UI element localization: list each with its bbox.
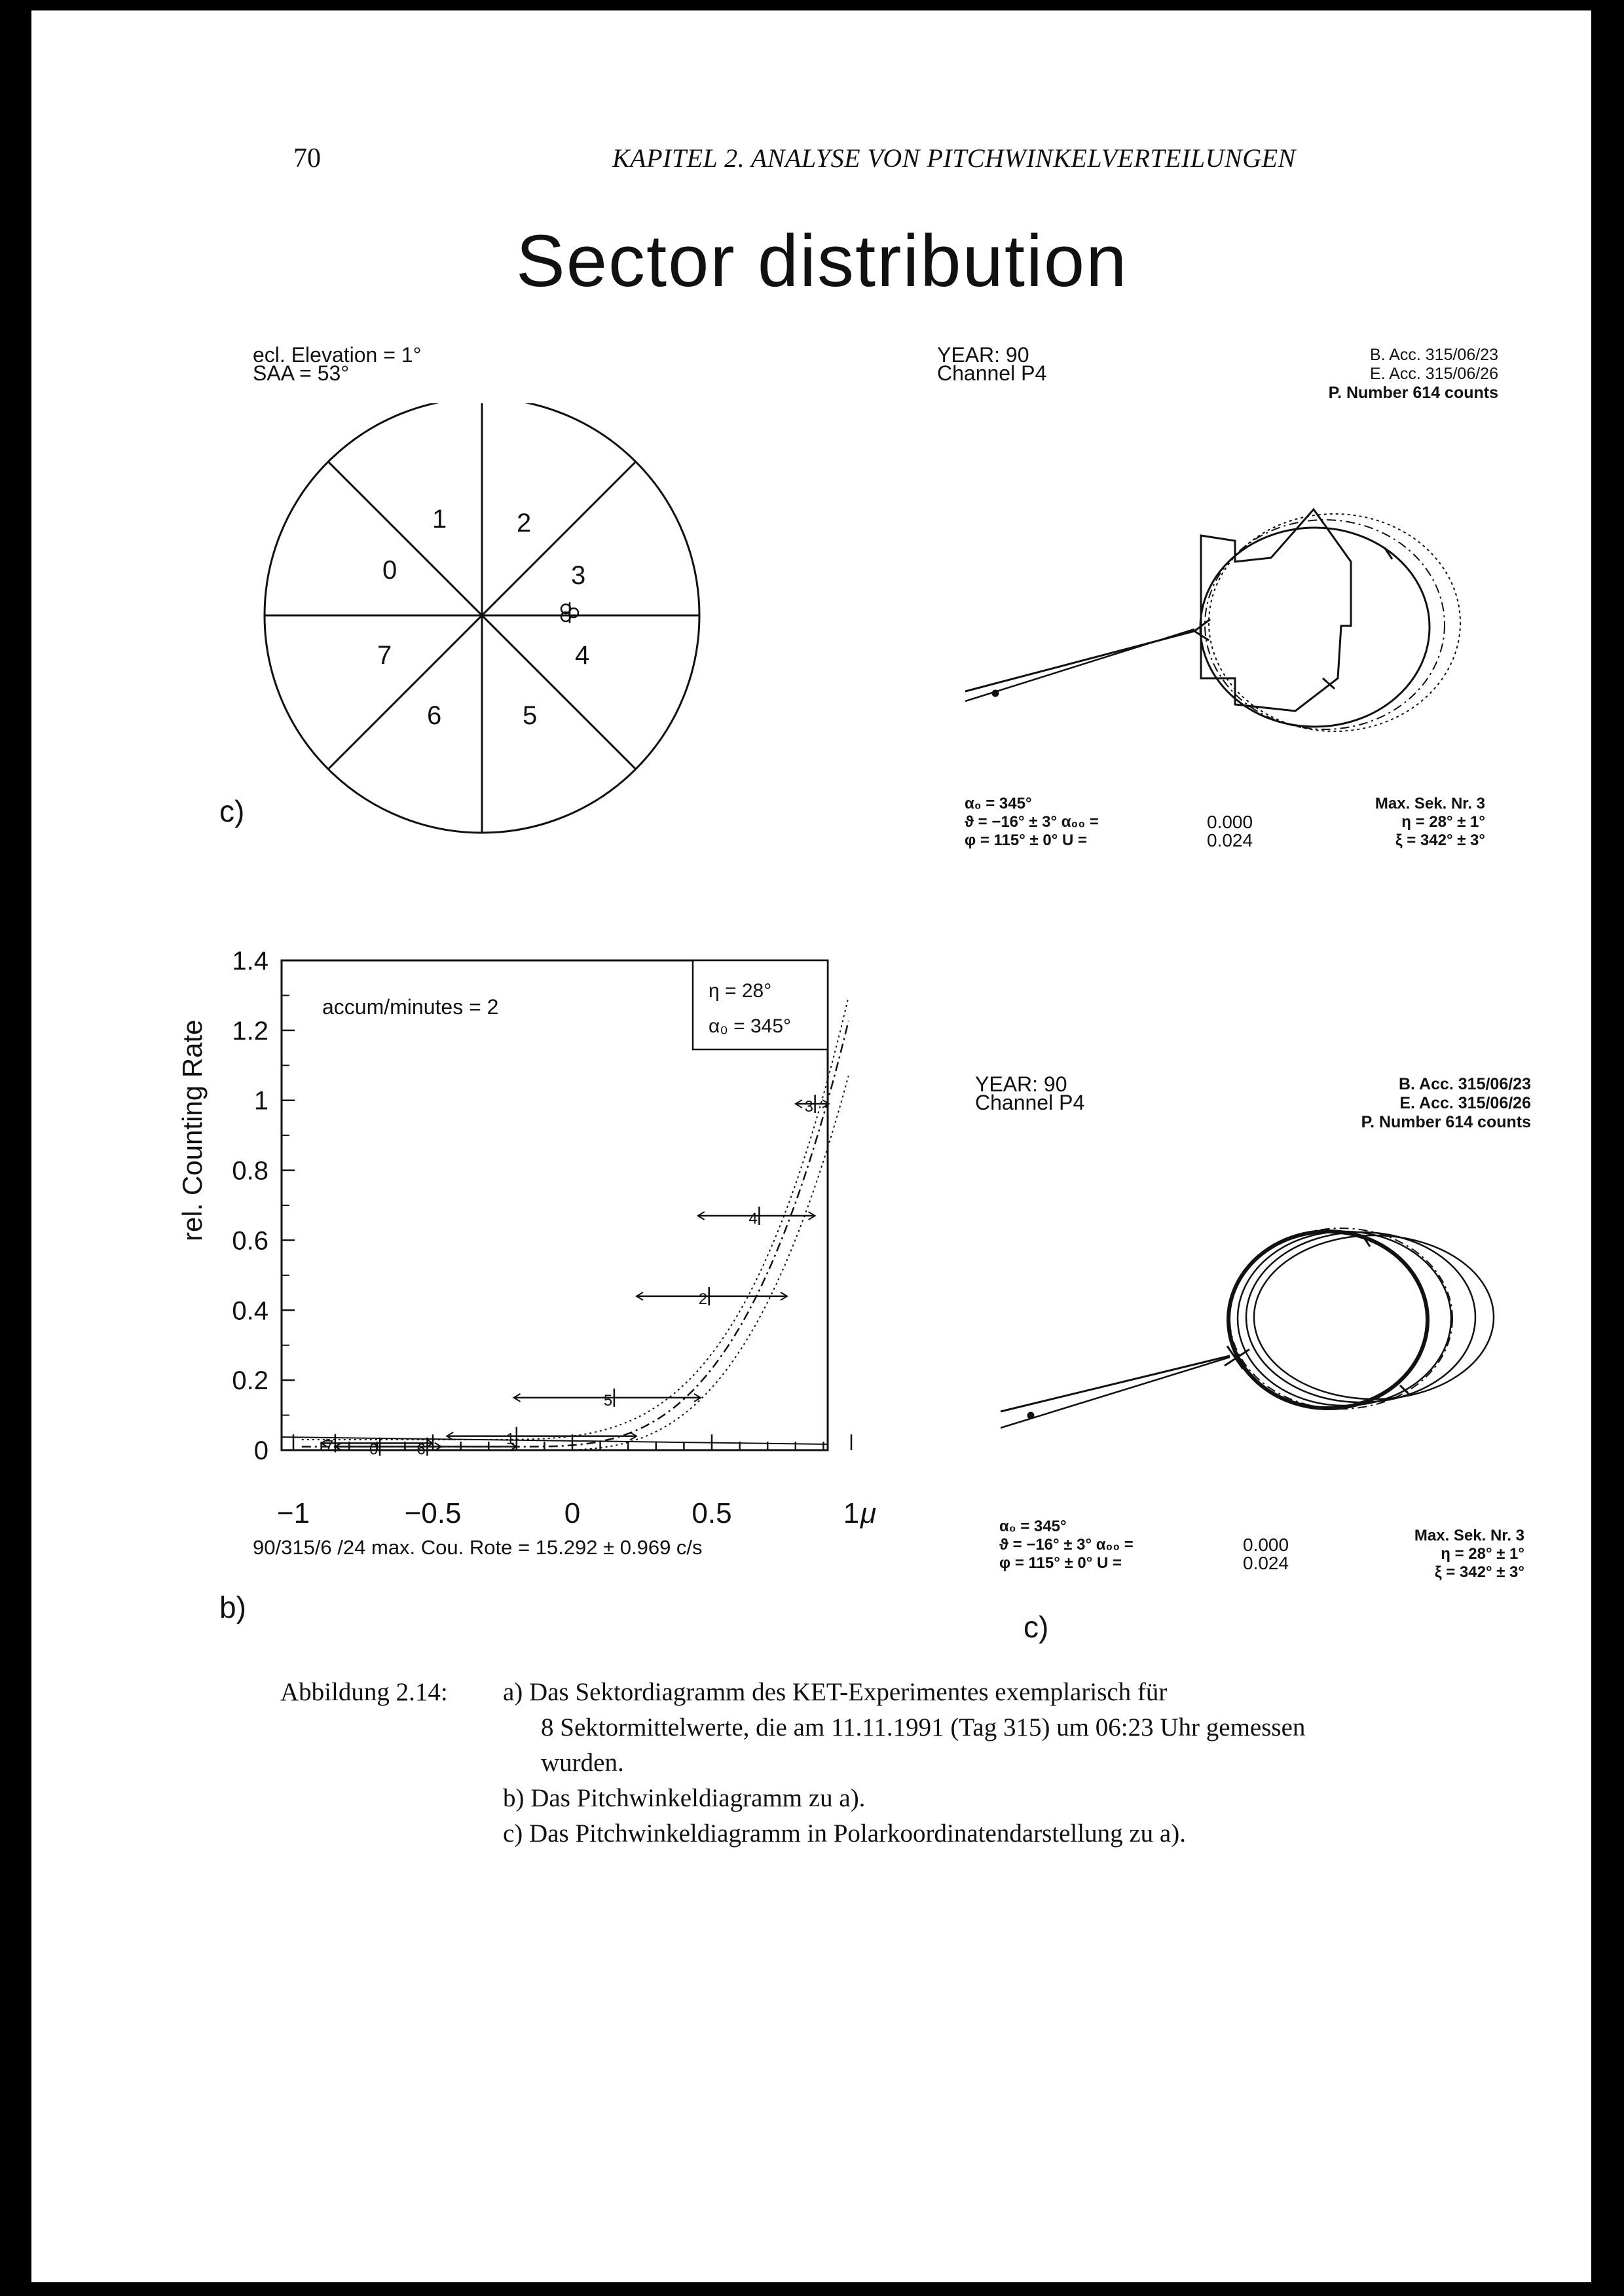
caption-line-b: b) Das Pitchwinkeldiagramm zu a).	[503, 1784, 866, 1812]
fit-curve-upper	[302, 997, 849, 1440]
polar-plot-1	[929, 469, 1472, 750]
polar2-param-theta: ϑ = −16° ± 3° α₀₀ =	[999, 1536, 1134, 1554]
polar2-value-u: 0.024	[1243, 1553, 1289, 1573]
panel-label-chart: b)	[219, 1590, 246, 1624]
sector-label-2: 2	[517, 509, 532, 538]
point-label: 6	[416, 1440, 426, 1459]
point-label: 1	[506, 1430, 515, 1448]
sector-label-0: 0	[382, 556, 397, 585]
caption-label: Abbildung 2.14:	[280, 1678, 448, 1706]
chart-fit-curves	[302, 997, 849, 1450]
point-label: 4	[748, 1210, 758, 1228]
data-point-sector-4	[698, 1207, 815, 1228]
fit-curve-lower	[302, 1076, 849, 1450]
polar1-acc-end: E. Acc. 315/06/26	[1370, 365, 1498, 383]
caption-line-a-cont: 8 Sektormittelwerte, die am 11.11.1991 (Tag 315) um 06:23 Uhr gemessen	[541, 1713, 1306, 1741]
y-tick-label: 0	[253, 1436, 268, 1465]
y-tick-label: 0.2	[232, 1366, 268, 1396]
chart-legend-eta: η = 28°	[709, 980, 772, 1002]
x-tick-label: −0.5	[404, 1497, 462, 1529]
caption-line-c: c) Das Pitchwinkeldiagramm in Polarkoordinatendarstellung zu a).	[503, 1819, 1186, 1848]
polar1-param-phi: φ = 115° ± 0° U =	[965, 831, 1087, 849]
x-tick-label: −1	[276, 1497, 310, 1529]
sector-label-6: 6	[427, 701, 442, 730]
polar2-value-alpha00: 0.000	[1243, 1535, 1289, 1555]
panel-label-sector: c)	[219, 794, 245, 828]
chart-x-axis	[277, 1434, 859, 1529]
polar1-eta: η = 28° ± 1°	[1401, 813, 1485, 831]
polar1-value-u: 0.024	[1207, 830, 1253, 850]
y-tick-label: 0.4	[232, 1296, 268, 1326]
polar2-param-alpha: α₀ = 345°	[999, 1518, 1067, 1535]
polar2-max-sector: Max. Sek. Nr. 3	[1414, 1527, 1524, 1544]
chart-annotation: accum/minutes = 2	[322, 995, 499, 1019]
point-label: 7	[324, 1437, 334, 1455]
y-tick-label: 1	[253, 1086, 268, 1116]
polar2-year: YEAR: 90	[975, 1072, 1067, 1096]
running-title: KAPITEL 2. ANALYSE VON PITCHWINKELVERTEILUNGEN	[612, 143, 1296, 173]
sector-label-4: 4	[575, 641, 590, 670]
y-tick-label: 0.6	[232, 1226, 268, 1256]
polar2-param-phi: φ = 115° ± 0° U =	[999, 1554, 1122, 1572]
point-label: 5	[603, 1391, 613, 1410]
page-number: 70	[293, 143, 321, 173]
polar1-max-sector: Max. Sek. Nr. 3	[1375, 795, 1485, 812]
y-tick-label: 0.8	[232, 1156, 268, 1186]
polar1-year: YEAR: 90	[937, 343, 1029, 367]
polar-plot-2	[968, 1215, 1498, 1451]
point-label: 0	[369, 1440, 378, 1459]
sector-info-elevation: ecl. Elevation = 1°	[253, 343, 422, 367]
polar1-p-number: P. Number 614 counts	[1328, 384, 1498, 402]
polar1-param-theta: ϑ = −16° ± 3° α₀₀ =	[965, 813, 1099, 831]
data-point-sector-1	[447, 1427, 637, 1448]
y-tick-label: 1.4	[232, 947, 268, 975]
data-point-sector-5	[514, 1389, 701, 1410]
caption-line-a-end: wurden.	[541, 1749, 624, 1777]
point-label: 3	[804, 1098, 813, 1116]
pitch-angle-chart	[175, 940, 935, 1529]
polar2-channel: Channel P4	[975, 1091, 1085, 1114]
fit-curve-main	[302, 1021, 849, 1446]
polar1-acc-begin: B. Acc. 315/06/23	[1370, 346, 1498, 364]
x-tick-label: 0.5	[692, 1497, 732, 1529]
x-tick-label: 1	[843, 1497, 860, 1529]
x-tick-label: 0	[564, 1497, 581, 1529]
sector-label-3: 3	[571, 561, 586, 590]
sector-diagram-svg	[254, 403, 791, 835]
polar2-xi: ξ = 342° ± 3°	[1434, 1563, 1524, 1581]
y-tick-label: 1.2	[232, 1016, 268, 1046]
sector-label-7: 7	[377, 641, 392, 670]
polar2-eta: η = 28° ± 1°	[1441, 1545, 1524, 1563]
figure-title: Sector distribution	[516, 220, 1128, 302]
chart-ylabel: rel. Counting Rate	[177, 1019, 208, 1241]
chart-legend-alpha: α₀ = 345°	[709, 1015, 792, 1037]
point-label: 2	[698, 1290, 708, 1308]
panel-label-polar2: c)	[1024, 1610, 1049, 1644]
polar2-acc-end: E. Acc. 315/06/26	[1399, 1094, 1531, 1112]
polar1-value-alpha00: 0.000	[1207, 812, 1253, 832]
chart-x-unit: μ	[860, 1497, 877, 1529]
sector-label-5: 5	[523, 701, 538, 730]
sector-info-saa: SAA = 53°	[253, 361, 350, 385]
polar2-acc-begin: B. Acc. 315/06/23	[1399, 1075, 1531, 1093]
chart-footer: 90/315/6 /24 max. Cou. Rote = 15.292 ± 0.969 c/s	[253, 1536, 703, 1559]
chart-data-points	[322, 1095, 829, 1459]
caption-line-a: a) Das Sektordiagramm des KET-Experimentes exemplarisch für	[503, 1678, 1168, 1706]
polar1-xi: ξ = 342° ± 3°	[1395, 831, 1485, 849]
polar2-p-number: P. Number 614 counts	[1361, 1113, 1531, 1131]
paper-sheet	[31, 10, 1591, 2282]
polar1-param-alpha: α₀ = 345°	[965, 795, 1032, 812]
magnetic-field-marker	[561, 602, 578, 623]
sector-label-1: 1	[432, 505, 447, 534]
data-point-sector-2	[637, 1287, 787, 1308]
polar1-channel: Channel P4	[937, 361, 1047, 385]
chart-y-axis	[232, 947, 295, 1465]
